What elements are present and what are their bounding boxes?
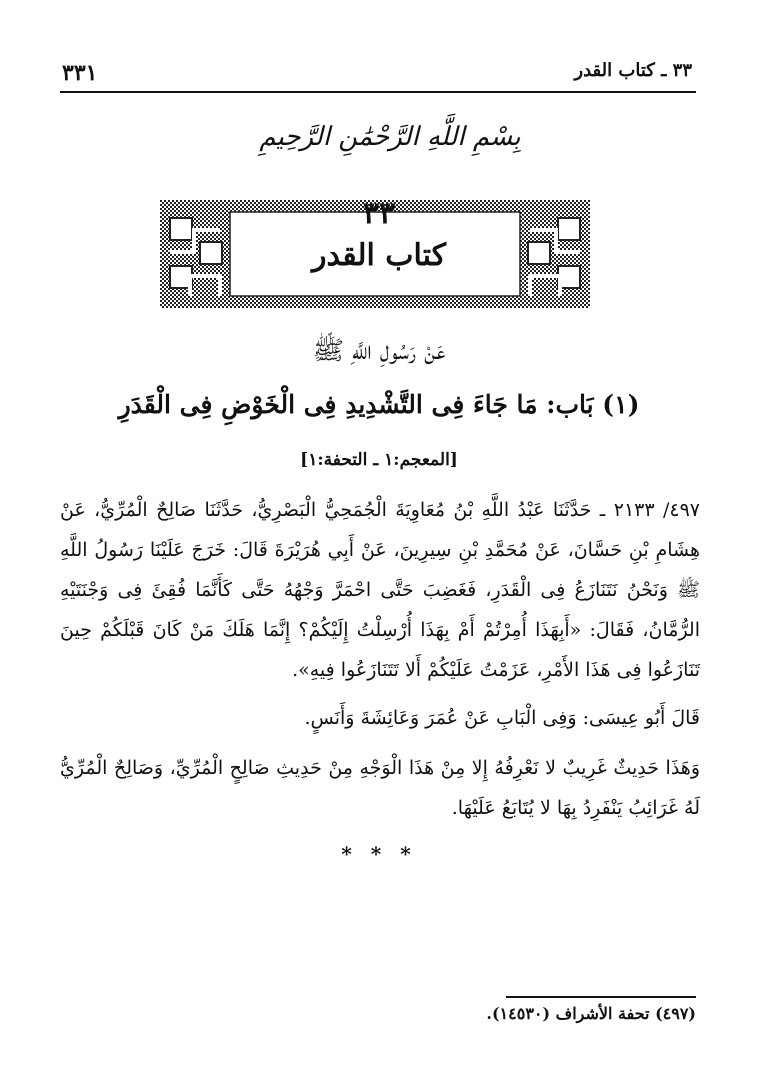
- section-separator: * * *: [341, 842, 417, 866]
- footnote: (٤٩٧) تحفة الأشراف (١٤٥٣٠).: [486, 1004, 696, 1023]
- book-title: كتاب القدر: [311, 238, 447, 273]
- commentary-paragraph: قَالَ أَبُو عِيسَى: وَفِى الْبَابِ عَنْ عُمَرَ وَعَائِشَةَ وَأَنَسٍ.: [304, 707, 700, 729]
- footnote-rule: [506, 996, 696, 998]
- chapter-heading: (١) بَاب: مَا جَاءَ فِى التَّشْدِيدِ فِى الْخَوْضِ فِى الْقَدَرِ: [118, 390, 640, 419]
- reference-numbers: [المعجم:١ ـ التحفة:١]: [300, 450, 458, 470]
- subheading: عَنْ رَسُولِ اللَّهِ ﷺ: [312, 336, 446, 366]
- page-number: ٣٣١: [62, 60, 98, 86]
- hadith-paragraph: ٤٩٧/ ٢١٣٣ ـ حَدَّثَنَا عَبْدُ اللَّهِ بْنُ مُعَاوِيَةَ الْجُمَحِيُّ الْبَصْرِيُّ، حَدَّثَنَا صَالِحٌ الْمُرِّيُّ، عَنْ هِشَامِ بْنِ حَسَّانَ، عَنْ مُحَمَّدِ بْنِ سِيرِينَ، عَنْ أَبِي هُرَيْرَةَ قَالَ: خَرَجَ عَلَيْنَا رَسُولُ اللَّهِ ﷺ وَنَحْنُ نَتَنَازَعُ فِى الْقَدَرِ، فَغَضِبَ حَتَّى احْمَرَّ وَجْهُهُ حَتَّى كَأَنَّمَا فُقِئَ فِى وَجْنَتَيْهِ الرُّمَّانُ، فَقَالَ: «أَبِهَذَا أُمِرْتُمْ أَمْ بِهَذَا أُرْسِلْتُ إِلَيْكُمْ؟ إِنَّمَا هَلَكَ مَنْ كَانَ قَبْلَكُمْ حِينَ تَنَازَعُوا فِى هَذَا الأَمْرِ، عَزَمْتُ عَلَيْكُمْ أَلا تَتَنَازَعُوا فِيهِ».: [60, 499, 700, 681]
- book-number: ٣٣: [362, 196, 396, 231]
- basmala-calligraphy: بِسْمِ اللَّهِ الرَّحْمَٰنِ الرَّحِيمِ: [259, 122, 521, 152]
- commentary-paragraph: وَهَذَا حَدِيثٌ غَرِيبٌ لا نَعْرِفُهُ إِلا مِنْ هَذَا الْوَجْهِ مِنْ حَدِيثِ صَالِحٍ الْمُرِّيِّ، وَصَالِحٌ الْمُرِّيُّ لَهُ غَرَائِبُ يَنْفَرِدُ بِهَا لا يُتَابَعُ عَلَيْهَا.: [60, 757, 700, 819]
- running-title: ٣٣ ـ كتاب القدر: [574, 60, 692, 81]
- header-rule: [60, 91, 696, 93]
